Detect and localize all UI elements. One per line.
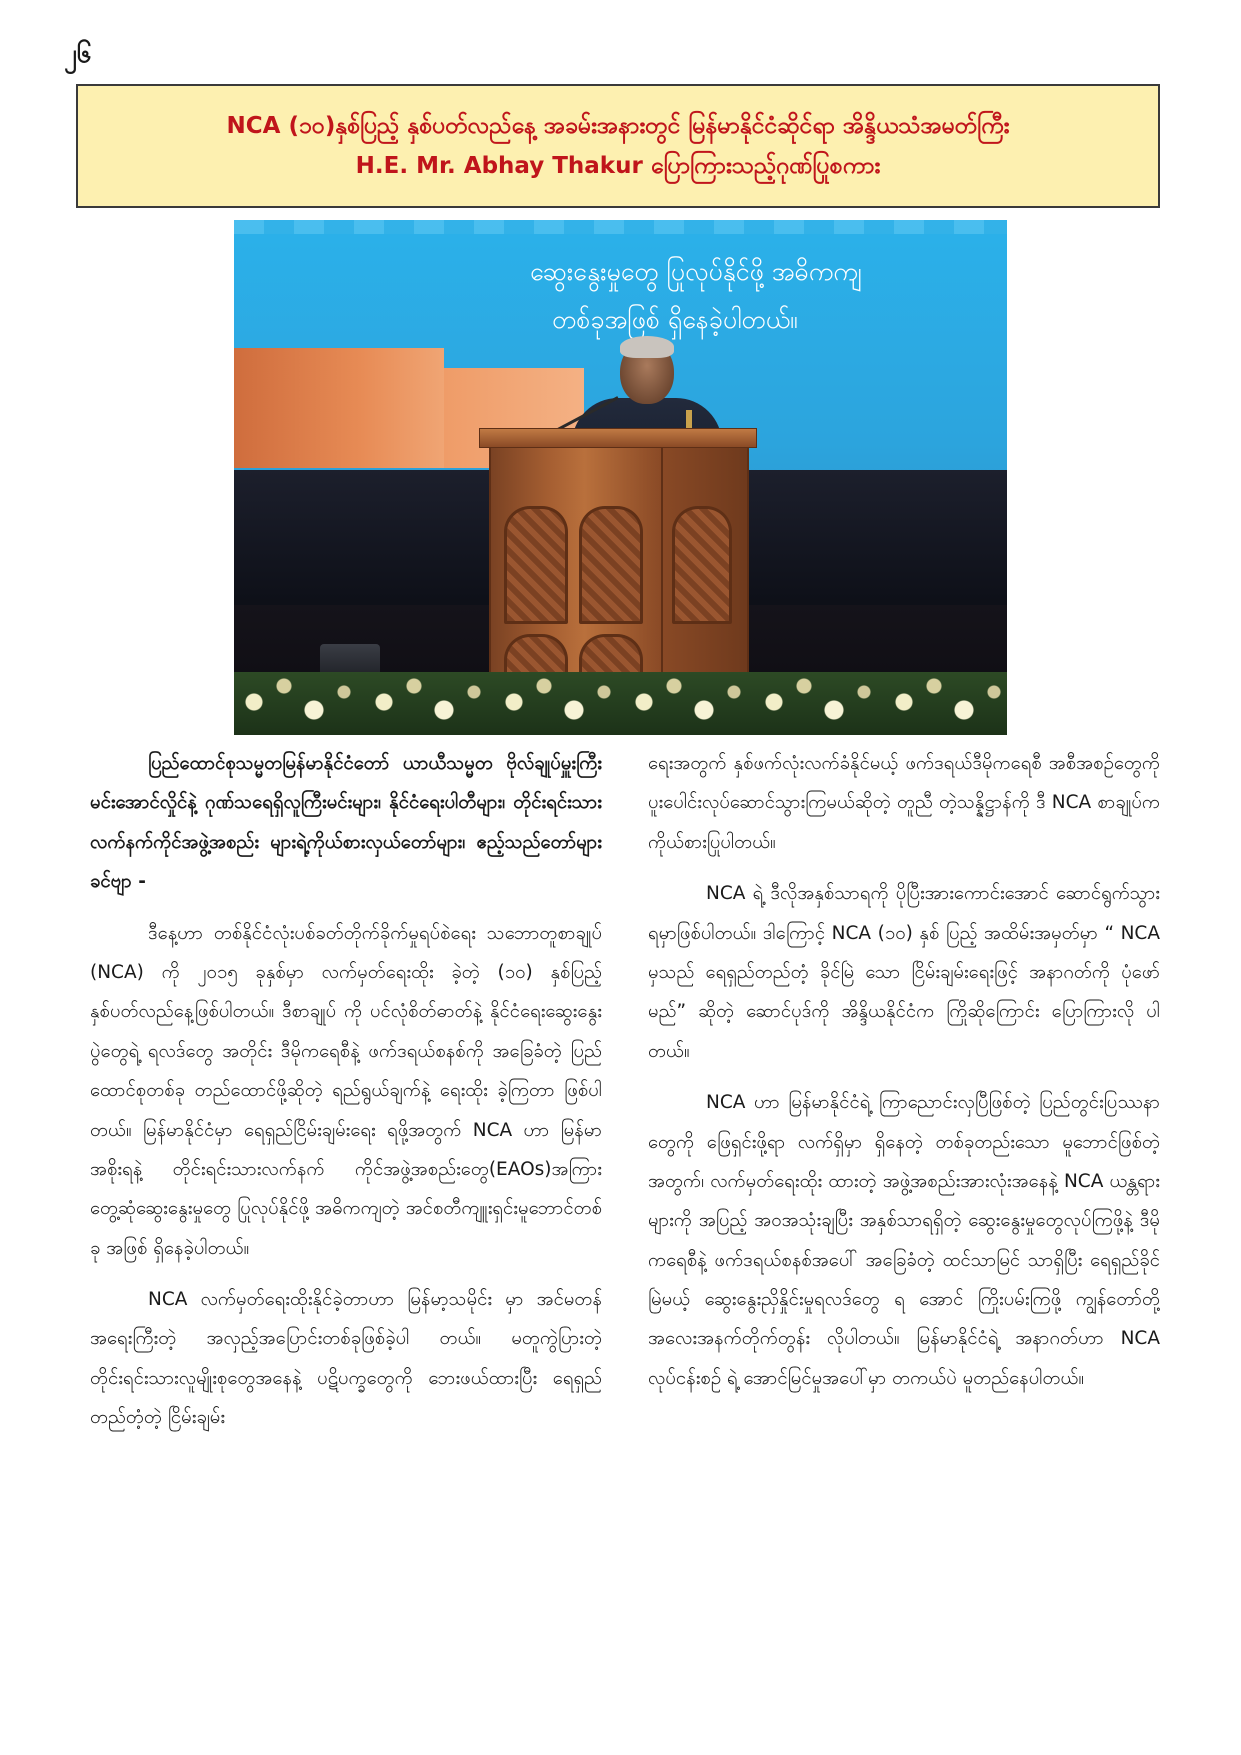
stage-curtain [234, 348, 444, 468]
screen-text-line-2: တစ်ခုအဖြစ် ရှိနေခဲ့ပါတယ်။ [552, 305, 798, 334]
body-paragraph: NCA ဟာ မြန်မာနိုင်ငံရဲ့ ကြာညောင်းလှပြီဖြစ်တဲ့ ပြည်တွင်းပြဿနာတွေကို ဖြေရှင်းဖို့ရာ လက်ရှိမှာ ရှိနေတဲ့ တစ်ခုတည်းသော မူဘောင်ဖြစ်တဲ့အတွက်၊ လက်မှတ်ရေးထိုး ထားတဲ့ အဖွဲ့အစည်းအားလုံးအနေနဲ့ NCA ယန္တရားများကို အပြည့် အဝအသုံးချပြီး အနှစ်သာရရှိတဲ့ ဆွေးနွေးမှုတွေလုပ်ကြဖို့နဲ့ ဒီမိုကရေစီနဲ့ ဖက်ဒရယ်စနစ်အပေါ် အခြေခံတဲ့ ထင်သာမြင် သာရှိပြီး ရေရှည်ခိုင်မြဲမယ့် ဆွေးနွေးညှိနှိုင်းမှုရလဒ်တွေ ရ အောင် ကြိုးပမ်းကြဖို့ ကျွန်တော်တို့ အလေးအနက်တိုက်တွန်း လိုပါတယ်။ မြန်မာနိုင်ငံရဲ့ အနာဂတ်ဟာ NCA လုပ်ငန်းစဉ် ရဲ့ အောင်မြင်မှုအပေါ်မှာ တကယ်ပဲ မူတည်နေပါတယ်။ [648, 1092, 1160, 1389]
body-paragraph: NCA လက်မှတ်ရေးထိုးနိုင်ခဲ့တာဟာ မြန်မာ့သမိုင်း မှာ အင်မတန်အရေးကြီးတဲ့ အလှည့်အပြောင်းတစ်ခုဖြစ်ခဲ့ပါ တယ်။ မတူကွဲပြားတဲ့ တိုင်းရင်းသားလူမျိုးစုတွေအနေနဲ့ ပဋိပက္ခတွေကို ဘေးဖယ်ထားပြီး ရေရှည်တည်တံ့တဲ့ ငြိမ်းချမ်း [90, 1289, 602, 1429]
body-paragraph: ဒီနေ့ဟာ တစ်နိုင်ငံလုံးပစ်ခတ်တိုက်ခိုက်မှုရပ်စဲရေး သဘောတူစာချုပ် (NCA) ကို ၂၀၁၅ ခုနှစ်မှာ လက်မှတ်ရေးထိုး ခဲ့တဲ့ (၁၀) နှစ်ပြည့် နှစ်ပတ်လည်နေ့ဖြစ်ပါတယ်။ ဒီစာချုပ် ကို ပင်လုံစိတ်ဓာတ်နဲ့ နိုင်ငံရေးဆွေးနွေးပွဲတွေရဲ့ ရလဒ်တွေ အတိုင်း ဒီမိုကရေစီနဲ့ ဖက်ဒရယ်စနစ်ကို အခြေခံတဲ့ ပြည် ထောင်စုတစ်ခု တည်ထောင်ဖို့ဆိုတဲ့ ရည်ရွယ်ချက်နဲ့ ရေးထိုး ခဲ့ကြတာ ဖြစ်ပါတယ်။ မြန်မာနိုင်ငံမှာ ရေရှည်ငြိမ်းချမ်းရေး ရဖို့အတွက် NCA ဟာ မြန်မာအစိုးရနဲ့ တိုင်းရင်းသားလက်နက် ကိုင်အဖွဲ့အစည်းတွေ(EAOs)အကြား တွေ့ဆုံဆွေးနွေးမှုတွေ ပြုလုပ်နိုင်ဖို့ အဓိကကျတဲ့ အင်စတီကျူးရှင်းမူဘောင်တစ်ခု အဖြစ် ရှိနေခဲ့ပါတယ်။ [90, 922, 602, 1259]
flower-arrangement [234, 672, 1007, 735]
article-column-left [90, 744, 602, 1450]
speaker-hair [620, 336, 674, 358]
podium-carving [504, 506, 568, 624]
page-number: ၂၆ [64, 39, 92, 69]
podium-top [479, 428, 757, 448]
speech-photo [234, 220, 1007, 735]
title-line-1: NCA (၁၀)နှစ်ပြည့် နှစ်ပတ်လည်နေ့ အခမ်းအနားတွင် မြန်မာနိုင်ငံဆိုင်ရာ အိန္ဒိယသံအမတ်ကြီး [226, 112, 1010, 139]
article-title-box [76, 84, 1160, 208]
salutation-paragraph: ပြည်ထောင်စုသမ္မတမြန်မာနိုင်ငံတော် ယာယီသမ္မတ ဗိုလ်ချုပ်မှူးကြီးမင်းအောင်လှိုင်နဲ့ ဂုဏ်သရေရှိလူကြီးမင်းများ၊ နိုင်ငံရေးပါတီများ၊ တိုင်းရင်းသားလက်နက်ကိုင်အဖွဲ့အစည်း များရဲ့ကိုယ်စားလှယ်တော်များ၊ ဧည့်သည်တော်များခင်ဗျာ - [90, 753, 602, 893]
title-line-2: H.E. Mr. Abhay Thakur ပြောကြားသည့်ဂုဏ်ပြုစကား [355, 153, 881, 179]
body-paragraph-continued: ရေးအတွက် နှစ်ဖက်လုံးလက်ခံနိုင်မယ့် ဖက်ဒရယ်ဒီမိုကရေစီ အစီအစဉ်တွေကို ပူးပေါင်းလုပ်ဆောင်သွားကြမယ်ဆိုတဲ့ တူညီ တဲ့သန္နိဋ္ဌာန်ကို ဒီ NCA စာချုပ်က ကိုယ်စားပြုပါတယ်။ [648, 753, 1160, 853]
screen-text-line-1: ဆွေးနွေးမှုတွေ ပြုလုပ်နိုင်ဖို့ အဓိကကျ [530, 257, 862, 286]
screen-edge [234, 220, 1007, 234]
podium-carving [672, 506, 732, 624]
article-column-right [648, 744, 1160, 1410]
podium-carving [579, 506, 643, 624]
body-paragraph: NCA ရဲ့ ဒီလိုအနှစ်သာရကို ပိုပြီးအားကောင်းအောင် ဆောင်ရွက်သွားရမှာဖြစ်ပါတယ်။ ဒါကြောင့် NCA (၁၀) နှစ် ပြည့် အထိမ်းအမှတ်မှာ “ NCA မှသည် ရေရှည်တည်တံ့ ခိုင်မြဲ သော ငြိမ်းချမ်းရေးဖြင့် အနာဂတ်ကို ပုံဖော်မည်” ဆိုတဲ့ ဆောင်ပုဒ်ကို အိန္ဒိယနိုင်ငံက ကြိုဆိုကြောင်း ပြောကြားလို ပါတယ်။ [648, 883, 1160, 1062]
